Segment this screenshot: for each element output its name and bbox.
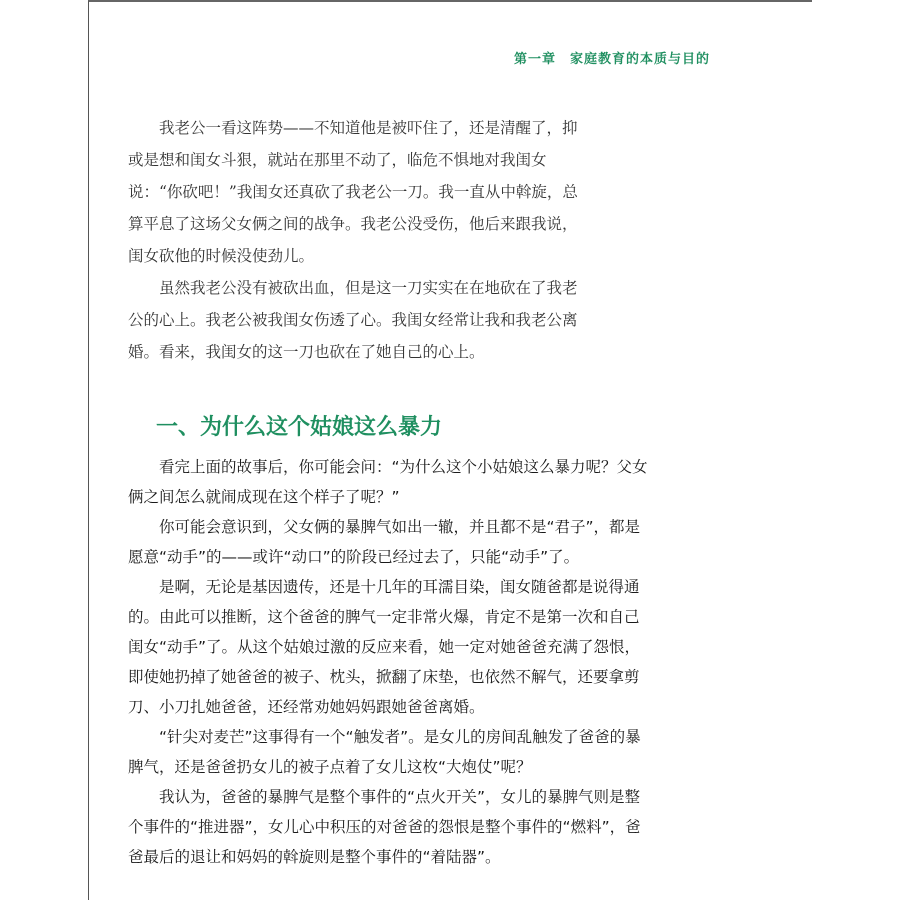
quote-paragraph: 我老公一看这阵势——不知道他是被吓住了，还是清醒了，抑或是想和闺女斗狠，就站在那里不动了，临危不惧地对我闺女说：“你砍吧！”我闺女还真砍了我老公一刀。我一直从中斡旋，总算平息了这场父女俩之间的战争。我老公没受伤，他后来跟我说，闺女砍他的时候没使劲儿。 [128,119,578,265]
running-head: 第一章 家庭教育的本质与目的 [513,52,710,67]
section-heading: 一、为什么这个姑娘这么暴力 [156,415,443,440]
body-paragraph: 看完上面的故事后，你可能会问：“为什么这个小姑娘这么暴力呢？父女俩之间怎么就闹成现在这个样子了呢？” [128,458,648,506]
body-paragraph: 我认为，爸爸的暴脾气是整个事件的“点火开关”，女儿的暴脾气则是整个事件的“推进器”，女儿心中积压的对爸爸的怨恨是整个事件的“燃料”，爸爸最后的退让和妈妈的斡旋则是整个事件的“着陆器”。 [128,788,641,866]
body-text [128,452,648,872]
body-paragraph: 是啊，无论是基因遗传，还是十几年的耳濡目染，闺女随爸都是说得通的。由此可以推断，这个爸爸的脾气一定非常火爆，肯定不是第一次和自己闺女“动手”了。从这个姑娘过激的反应来看，她一定对她爸爸充满了怨恨，即使她扔掉了她爸爸的被子、枕头，掀翻了床垫，也依然不解气，还要拿剪刀、小刀扎她爸爸，还经常劝她妈妈跟她爸爸离婚。 [128,578,641,716]
body-paragraph: 你可能会意识到，父女俩的暴脾气如出一辙，并且都不是“君子”，都是愿意“动手”的——或许“动口”的阶段已经过去了，只能“动手”了。 [128,518,641,566]
body-paragraph: “针尖对麦芒”这事得有一个“触发者”。是女儿的房间乱触发了爸爸的暴脾气，还是爸爸扔女儿的被子点着了女儿这枚“大炮仗”呢？ [128,728,641,776]
story-quote [128,112,592,368]
page-margin [0,0,88,900]
quote-paragraph: 虽然我老公没有被砍出血，但是这一刀实实在在地砍在了我老公的心上。我老公被我闺女伤透了心。我闺女经常让我和我老公离婚。看来，我闺女的这一刀也砍在了她自己的心上。 [128,279,578,361]
